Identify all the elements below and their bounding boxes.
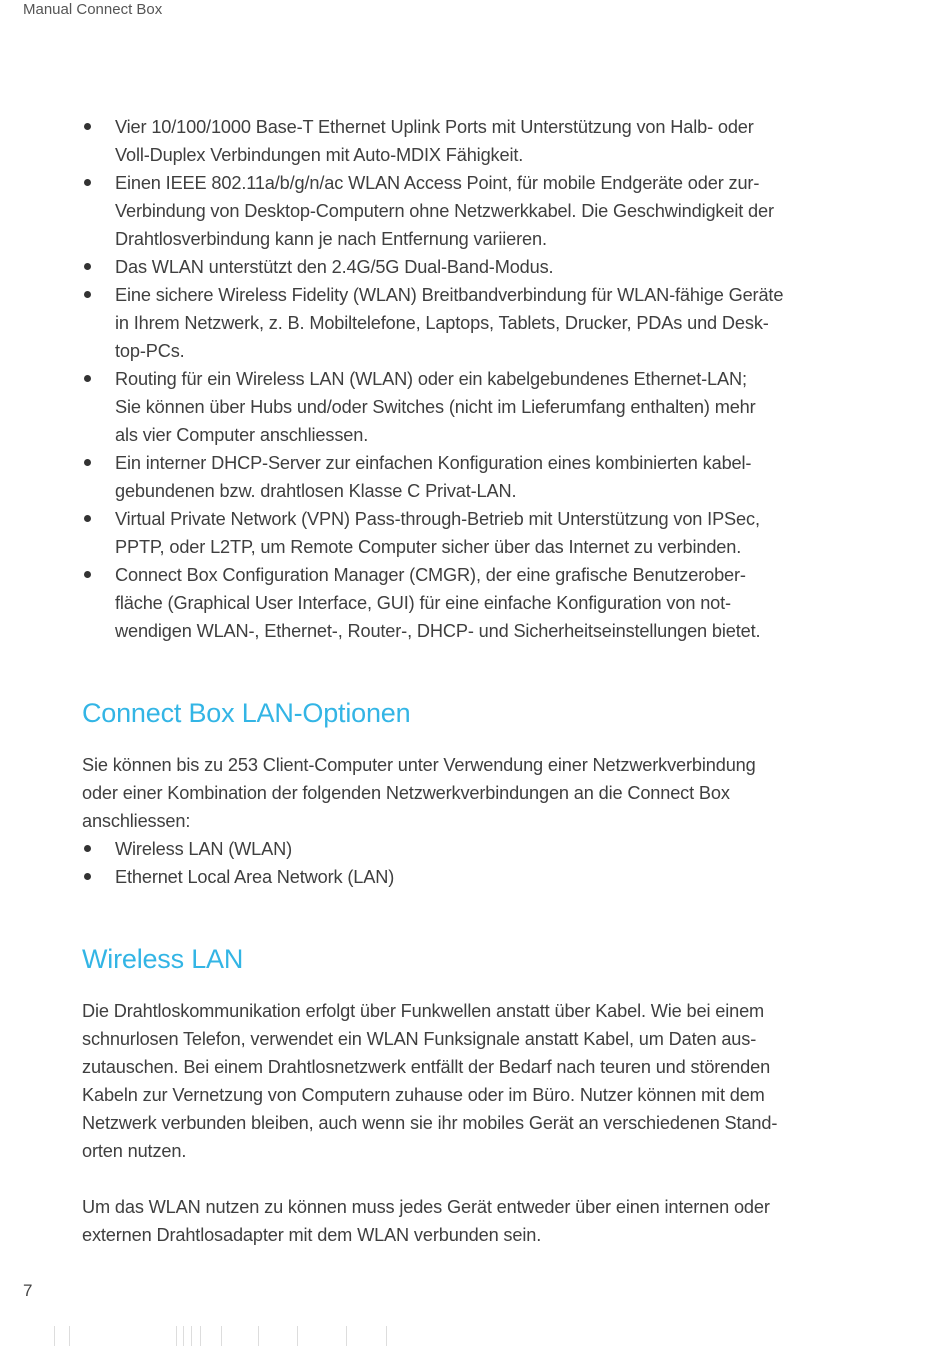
bullet-icon	[84, 873, 91, 880]
feature-item: Vier 10/100/1000 Base-T Ethernet Uplink Ports mit Unterstützung von Halb- oder Voll-Duplex Verbindungen mit Auto-MDIX Fähigkeit.	[82, 113, 842, 169]
page-number: 7	[23, 1281, 33, 1300]
bottom-edge-marks	[50, 1326, 450, 1348]
wireless-paragraph-1: Die Drahtloskommunikation erfolgt über Funkwellen anstatt über Kabel. Wie bei einem schnurlosen Telefon, verwendet ein WLAN Funksignale anstatt Kabel, um Daten aus- zutauschen. Bei einem Drahtlosnetzwerk entfällt der Bedarf nach teuren und störenden Kabeln zur Vernetzung von Computern zuhause oder im Büro. Nutzer können mit dem Netzwerk verbunden bleiben, auch wenn sie ihr mobiles Gerät an verschiedenen Stand- orten nutzen.	[82, 1001, 778, 1161]
feature-item: Routing für ein Wireless LAN (WLAN) oder ein kabelgebundenes Ethernet-LAN; Sie können über Hubs und/oder Switches (nicht im Lieferumfang enthalten) mehr als vier Computer anschliessen.	[82, 365, 842, 449]
bullet-icon	[84, 263, 91, 270]
section-heading-wireless-lan: Wireless LAN	[82, 944, 244, 974]
feature-item: Ein interner DHCP-Server zur einfachen Konfiguration eines kombinierten kabel- gebundenen bzw. drahtlosen Klasse C Privat-LAN.	[82, 449, 842, 505]
document-header: Manual Connect Box	[23, 1, 163, 18]
feature-list	[82, 113, 842, 645]
feature-item: Virtual Private Network (VPN) Pass-through-Betrieb mit Unterstützung von IPSec, PPTP, oder L2TP, um Remote Computer sicher über das Internet zu verbinden.	[82, 505, 842, 561]
lan-option-item: Wireless LAN (WLAN)	[82, 835, 842, 863]
page-content	[82, 113, 842, 1249]
bullet-icon	[84, 515, 91, 522]
section-heading-lan-options: Connect Box LAN-Optionen	[82, 698, 411, 728]
bullet-icon	[84, 123, 91, 130]
lan-intro-paragraph: Sie können bis zu 253 Client-Computer unter Verwendung einer Netzwerkverbindung oder einer Kombination der folgenden Netzwerkverbindungen an die Connect Box anschliessen:	[82, 755, 756, 831]
feature-item: Einen IEEE 802.11a/b/g/n/ac WLAN Access Point, für mobile Endgeräte oder zur- Verbindung von Desktop-Computern ohne Netzwerkkabel. Die Geschwindigkeit der Drahtlosverbindung kann je nach Entfernung variieren.	[82, 169, 842, 253]
wireless-paragraph-2: Um das WLAN nutzen zu können muss jedes Gerät entweder über einen internen oder externen Drahtlosadapter mit dem WLAN verbunden sein.	[82, 1197, 770, 1245]
bullet-icon	[84, 179, 91, 186]
lan-option-item: Ethernet Local Area Network (LAN)	[82, 863, 842, 891]
feature-item: Eine sichere Wireless Fidelity (WLAN) Breitbandverbindung für WLAN-fähige Geräte in Ihrem Netzwerk, z. B. Mobiltelefone, Laptops, Tablets, Drucker, PDAs und Desk- top-PCs.	[82, 281, 842, 365]
bullet-icon	[84, 571, 91, 578]
bullet-icon	[84, 291, 91, 298]
bullet-icon	[84, 375, 91, 382]
bullet-icon	[84, 845, 91, 852]
bullet-icon	[84, 459, 91, 466]
feature-item: Connect Box Configuration Manager (CMGR), der eine grafische Benutzerober- fläche (Graphical User Interface, GUI) für eine einfache Konfiguration von not- wendigen WLAN-, Ethernet-, Router-, DHCP- und Sicherheitseinstellungen bietet.	[82, 561, 842, 645]
lan-options-list	[82, 835, 842, 891]
feature-item: Das WLAN unterstützt den 2.4G/5G Dual-Band-Modus.	[82, 253, 842, 281]
